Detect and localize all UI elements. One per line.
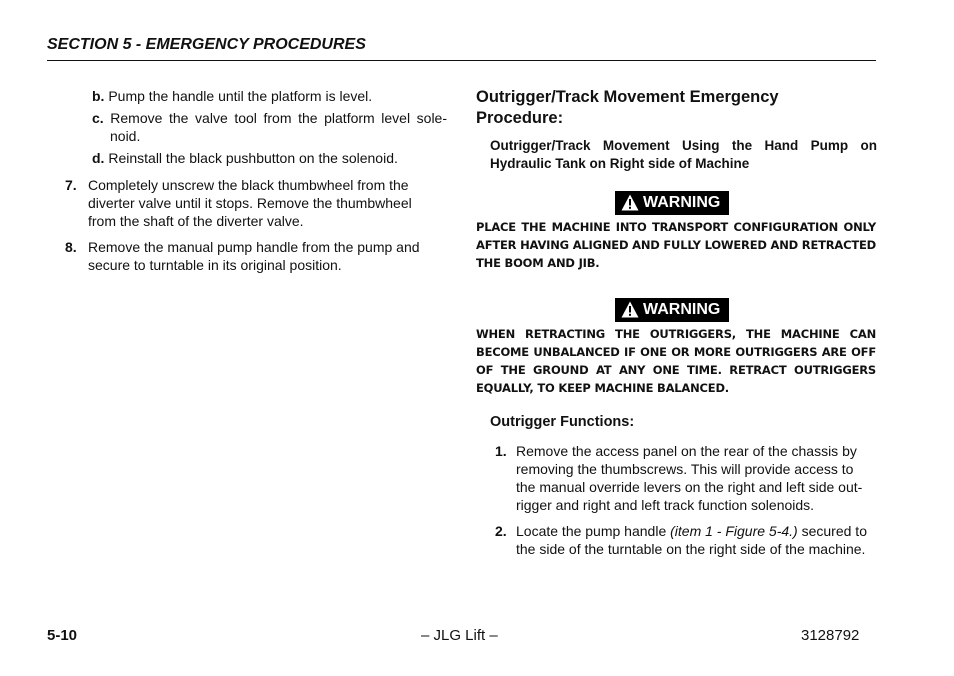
warning-label: WARNING <box>643 301 721 318</box>
warning-badge <box>615 298 729 322</box>
warning-badge <box>615 191 729 215</box>
step-line: Locate the pump handle (item 1 - Figure 5-4.) secured to <box>516 523 867 539</box>
function-step-2 <box>495 522 880 560</box>
procedure-heading: Outrigger/Track Movement Emergency Procedure: <box>476 88 779 127</box>
step-number: 8. <box>65 239 77 255</box>
step-line: Remove the manual pump handle from the pump and <box>88 239 420 255</box>
step-8 <box>65 238 445 276</box>
procedure-subheading: Outrigger/Track Movement Using the Hand Pump on Hydraulic Tank on Right side of Machine <box>490 138 877 171</box>
step-line: diverter valve until it stops. Remove the thumbwheel <box>88 195 412 211</box>
step-line: Remove the access panel on the rear of the chassis by <box>516 443 857 459</box>
step-line: from the shaft of the diverter valve. <box>88 213 304 229</box>
step-line: the manual override levers on the right and left side out- <box>516 479 863 495</box>
functions-heading: Outrigger Functions: <box>490 414 635 430</box>
function-step-1 <box>495 442 880 516</box>
warning-triangle-icon <box>621 194 639 211</box>
sub-step-text: Remove the valve tool from the platform level sole- <box>110 110 448 126</box>
doc-number: 3128792 <box>801 627 860 644</box>
step-line: rigger and right and left track function solenoids. <box>516 497 815 513</box>
section-title: SECTION 5 - EMERGENCY PROCEDURES <box>47 36 366 53</box>
step-number: 7. <box>65 177 77 193</box>
step-line: removing the thumbscrews. This will provide access to <box>516 461 854 477</box>
step-line: Completely unscrew the black thumbwheel from the <box>88 177 409 193</box>
warning-label: WARNING <box>643 194 721 211</box>
sub-step-c <box>92 109 447 145</box>
sub-step-letter: b. <box>92 88 105 104</box>
warning-text-2: WHEN RETRACTING THE OUTRIGGERS, THE MACHINE CAN BECOME UNBALANCED IF ONE OR MORE OUTRIGGERS ARE OFF OF THE GROUND AT ANY ONE TIME. RETRACT OUTRIGGERS EQUALLY, TO KEEP MACHINE BALANCED. <box>476 327 876 395</box>
warning-triangle-icon <box>621 301 639 318</box>
footer-center: – JLG Lift – <box>421 627 498 644</box>
sub-step-letter: d. <box>92 150 105 166</box>
step-number: 2. <box>495 523 507 539</box>
step-line: secure to turntable in its original position. <box>88 257 342 273</box>
step-number: 1. <box>495 443 507 459</box>
step-7 <box>65 176 445 232</box>
header-rule <box>47 60 876 61</box>
step-line: the side of the turntable on the right side of the machine. <box>516 541 866 557</box>
page-number: 5-10 <box>47 627 78 644</box>
sub-step-text: Pump the handle until the platform is level. <box>108 88 373 104</box>
sub-step-b <box>92 87 372 105</box>
sub-step-text: Reinstall the black pushbutton on the solenoid. <box>108 150 398 166</box>
sub-step-letter: c. <box>92 110 104 126</box>
sub-step-text-cont: noid. <box>110 128 141 144</box>
figure-reference: (item 1 - Figure 5-4.) <box>670 523 798 539</box>
warning-text-1: PLACE THE MACHINE INTO TRANSPORT CONFIGURATION ONLY AFTER HAVING ALIGNED AND FULLY LOWERED AND RETRACTED THE BOOM AND JIB. <box>476 220 876 270</box>
sub-step-d <box>92 149 398 167</box>
